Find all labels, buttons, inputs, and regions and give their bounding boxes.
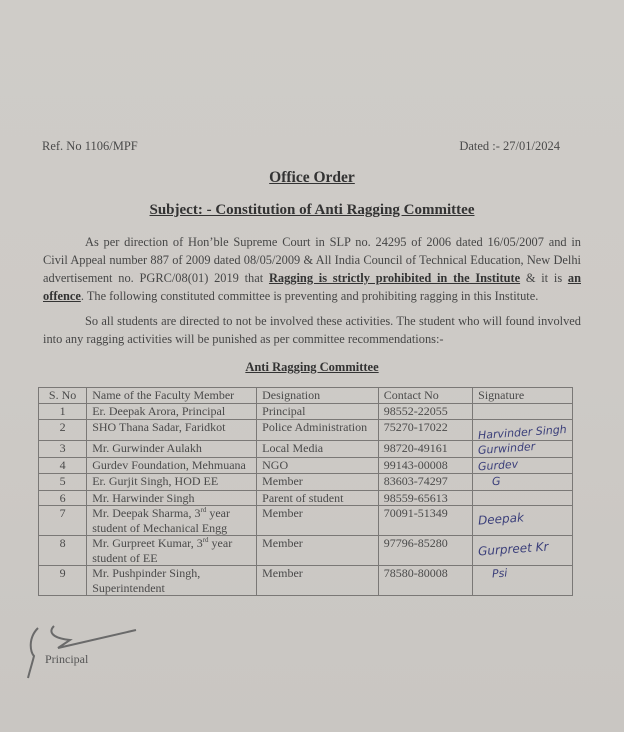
table-row [39, 490, 573, 506]
cell-contact: 97796-85280 [378, 536, 472, 566]
cell-sno: 1 [39, 404, 87, 420]
name-text: year student of EE [92, 536, 233, 565]
paragraph-text: So all students are directed to not be involved these activities. The student who will found involved into any ragging activities will be punished as per committee recommendations:- [43, 314, 581, 346]
cell-name [87, 536, 257, 566]
cell-designation: Member [257, 506, 379, 536]
column-header-name: Name of the Faculty Member [87, 388, 257, 404]
cell-name: Gurdev Foundation, Mehmuana [87, 457, 257, 474]
cell-signature [473, 474, 573, 491]
cell-name: Mr. Harwinder Singh [87, 490, 257, 506]
table-row [39, 474, 573, 491]
table-row [39, 404, 573, 420]
cell-designation: Member [257, 536, 379, 566]
table-row [39, 457, 573, 474]
cell-contact: 98552-22055 [378, 404, 472, 420]
name-text: Mr. Deepak Sharma, 3 [92, 506, 201, 520]
column-header-sno: S. No [39, 388, 87, 404]
table-row [39, 536, 573, 566]
name-text: Mr. Gurpreet Kumar, 3 [92, 536, 203, 550]
table-row [39, 419, 573, 441]
document-title: Office Order [269, 169, 355, 186]
cell-name: Er. Deepak Arora, Principal [87, 404, 257, 420]
handwritten-signature: Psi [491, 566, 508, 581]
cell-contact: 78580-80008 [378, 566, 472, 596]
cell-signature [473, 419, 573, 441]
paragraph-text: As per direction of Hon’ble Supreme Court in SLP no. 24295 of 2006 dated 16/05/2007 and in Civil Appeal number 887 of 2009 dated 08/05/2009 & All India Council of Technical Education, New Delhi advertisement no. PGRC/08(01) 2019 that [43, 235, 581, 285]
emphasis-offence: an offence [43, 271, 581, 303]
cell-contact: 75270-17022 [378, 419, 472, 441]
handwritten-signature: Gurwinder [477, 440, 536, 457]
cell-designation: Police Administration [257, 419, 379, 441]
handwritten-signature: Harvinder Singh [477, 422, 568, 442]
cell-sno: 6 [39, 490, 87, 506]
cell-sno: 4 [39, 457, 87, 474]
instruction-paragraph [43, 312, 581, 348]
name-text: year student of Mechanical Engg [92, 506, 231, 535]
cell-designation: Local Media [257, 441, 379, 458]
paragraph-text: & it is [520, 271, 568, 285]
cell-sno: 7 [39, 506, 87, 536]
cell-signature [473, 506, 573, 536]
cell-signature [473, 536, 573, 566]
ordinal-suffix: rd [202, 536, 209, 544]
cell-designation: NGO [257, 457, 379, 474]
cell-signature [473, 566, 573, 596]
subject-line: Subject: - Constitution of Anti Ragging Committee [149, 202, 475, 218]
cell-signature [473, 404, 573, 420]
cell-contact: 83603-74297 [378, 474, 472, 491]
handwritten-signature: Gurpreet Kr [477, 539, 550, 559]
cell-signature [473, 457, 573, 474]
cell-name: Er. Gurjit Singh, HOD EE [87, 474, 257, 491]
cell-name: SHO Thana Sadar, Faridkot [87, 419, 257, 441]
cell-sno: 3 [39, 441, 87, 458]
cell-sno: 9 [39, 566, 87, 596]
emphasis-ragging-prohibited: Ragging is strictly prohibited in the Institute [268, 271, 521, 285]
cell-name: Mr. Pushpinder Singh, Superintendent [87, 566, 257, 596]
cell-contact: 70091-51349 [378, 506, 472, 536]
handwritten-signature: Gurdev [477, 457, 519, 473]
cell-signature [473, 441, 573, 458]
column-header-designation: Designation [257, 388, 379, 404]
column-header-signature: Signature [473, 388, 573, 404]
cell-sno: 8 [39, 536, 87, 566]
ordinal-suffix: rd [200, 506, 207, 514]
column-header-contact: Contact No [378, 388, 472, 404]
cell-designation: Member [257, 474, 379, 491]
cell-signature [473, 490, 573, 506]
table-row [39, 566, 573, 596]
cell-designation: Member [257, 566, 379, 596]
handwritten-signature: Deepak [477, 510, 525, 528]
cell-designation: Parent of student [257, 490, 379, 506]
cell-name [87, 506, 257, 536]
cell-sno: 2 [39, 419, 87, 441]
reference-number: Ref. No 1106/MPF [42, 139, 138, 153]
cell-sno: 5 [39, 474, 87, 491]
directive-paragraph [43, 233, 581, 305]
cell-name: Mr. Gurwinder Aulakh [87, 441, 257, 458]
committee-title: Anti Ragging Committee [245, 360, 379, 374]
handwritten-signature: G [491, 474, 502, 489]
paragraph-text: . The following constituted committee is preventing and prohibiting ragging in this Institute. [80, 289, 539, 303]
cell-contact: 98559-65613 [378, 490, 472, 506]
cell-designation: Principal [257, 404, 379, 420]
order-date: Dated :- 27/01/2024 [459, 139, 560, 153]
cell-contact: 99143-00008 [378, 457, 472, 474]
cell-contact: 98720-49161 [378, 441, 472, 458]
table-header-row [39, 388, 573, 404]
table-row [39, 441, 573, 458]
table-row [39, 506, 573, 536]
signatory-label: Principal [45, 652, 89, 666]
committee-table [38, 387, 573, 596]
